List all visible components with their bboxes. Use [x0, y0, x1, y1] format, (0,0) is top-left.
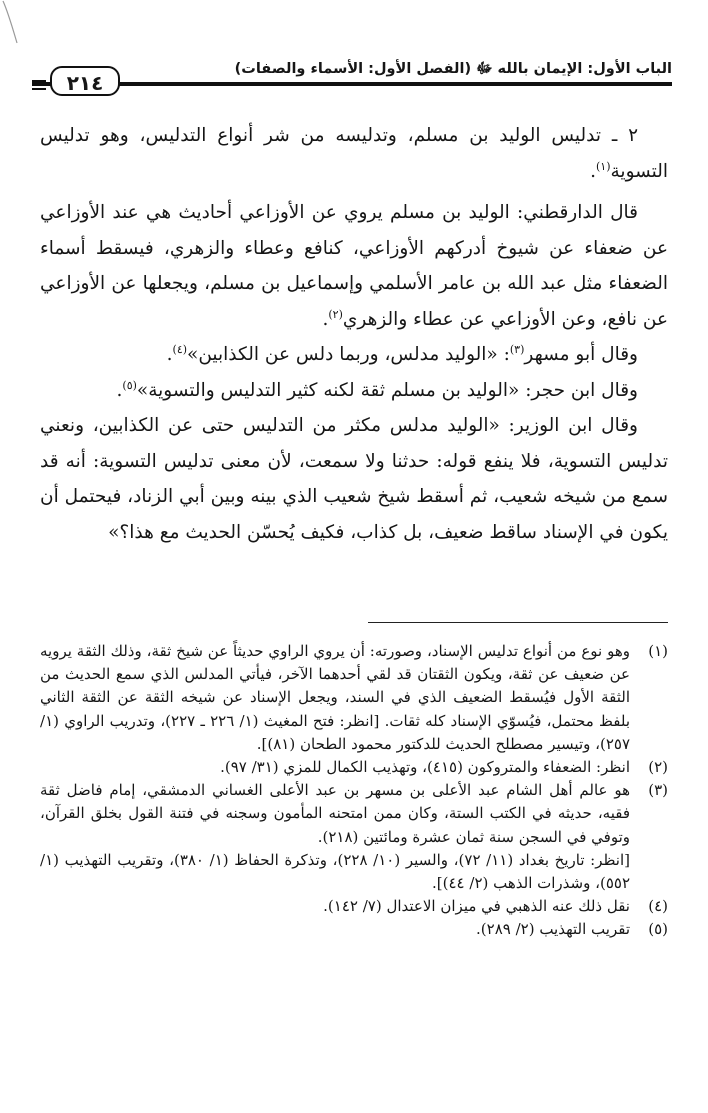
footnote-ref[interactable]: (٤) — [172, 342, 188, 356]
header-side-line — [32, 80, 46, 82]
footnote-ref[interactable]: (٥) — [122, 378, 137, 392]
footnote — [40, 640, 668, 756]
footnote-ref[interactable]: (٢) — [328, 307, 343, 321]
page-number: ٢١٤ — [50, 66, 120, 96]
header-rule — [32, 82, 672, 86]
footnote-number: (١) — [648, 642, 668, 660]
paragraph: وقال ابن الوزير: «الوليد مدلس مكثر من التدليس حتى عن الكذابين، ونعني تدليس التسوية، فلا ينفع قوله: حدثنا ولا سمعت، لأن معنى تدليس التسوية: أنه قد سمع من شيخه شعيب، ثم أسقط شيخ شعيب الذي بينه وبين أبي الزناد، فيحتمل أن يكون في الإسناد ساقط ضعيف، بل كذاب، فكيف يُحسّن الحديث مع هذا؟» — [40, 415, 668, 543]
footnote — [40, 779, 668, 895]
footnote-text: وهو نوع من أنواع تدليس الإسناد، وصورته: أن يروي الراوي حديثاً عن شيخ ثقة، وذلك الثقة يرويه عن ضعيف عن ثقة، ويكون الثقتان قد لقي أحدهما الآخر، فيأتي المدلس الذي سمع الحديث من الثقة الأول فيُسقط الضعيف الذي في السند، ويجعل الإسناد عن شيخه الثقة عن الثقة الثاني بلفظ محتمل، فيُسوّي الإسناد كله ثقات. [انظر: فتح المغيث (١/ ٢٢٦ ـ ٢٢٧)، وتدريب الراوي (١/ ٢٥٧)، وتيسير مصطلح الحديث للدكتور محمود الطحان (٨١)]. — [40, 642, 630, 753]
footnote-text: نقل ذلك عنه الذهبي في ميزان الاعتدال (٧/ ١٤٢). — [323, 897, 630, 916]
paragraph: وقال ابن حجر: «الوليد بن مسلم ثقة لكنه كثير التدليس والتسوية»$^{(٥)}$. — [116, 378, 638, 401]
footnote — [40, 895, 668, 918]
paragraph: قال الدارقطني: الوليد بن مسلم يروي عن الأوزاعي أحاديث هي عند الأوزاعي عن ضعفاء عن شيوخ أدركهم الأوزاعي، كنافع وعطاء والزهري، فيسقط أسماء الضعفاء مثل عبد الله بن عامر الأسلمي وإسماعيل بن مسلم، ويجعلها عن الأوزاعي عن نافع، وعن الأوزاعي عن عطاء والزهري$^{(٢)}$. — [40, 202, 668, 330]
footnote-number: (٥) — [648, 920, 668, 939]
footnote-text: تقريب التهذيب (٢/ ٢٨٩). — [476, 920, 630, 939]
footnote-number: (٣) — [648, 781, 668, 800]
footnote-ref[interactable]: (٣) — [509, 342, 525, 356]
footnote-text: [انظر: تاريخ بغداد (١١/ ٧٢)، والسير (١٠/ ٢٢٨)، وتذكرة الحفاظ (١/ ٣٨٠)، وتقريب التهذيب (١/ ٥٥٢)، وشذرات الذهب (٢/ ٤٤)]. — [40, 850, 631, 893]
footnote-number: (٢) — [648, 758, 668, 777]
footnote-separator — [368, 622, 668, 623]
page-header — [32, 58, 672, 100]
corner-scan-mark — [2, 0, 18, 44]
footnote-number: (٤) — [648, 897, 668, 916]
footnote — [40, 756, 668, 779]
paragraph: وقال أبو مسهر$^{(٣)}$: «الوليد مدلس، وربما دلس عن الكذابين»$^{(٤)}$. — [166, 342, 638, 365]
chapter-title: الباب الأول: الإيمان بالله ﷻ (الفصل الأول: الأسماء والصفات) — [234, 61, 672, 77]
footnote-text: هو عالم أهل الشام عبد الأعلى بن مسهر بن عبد الأعلى الغساني الدمشقي، إمام فاضل ثقة فقيه، حديثه في الكتب الستة، وكان ممن امتحنه المأمون وسجنه في فتنة القول بخلق القرآن، وتوفي في السجن سنة ثمان عشرة ومائتين (٢١٨). — [40, 781, 630, 846]
paragraph: ٢ ـ تدليس الوليد بن مسلم، وتدليسه من شر أنواع التدليس، وهو تدليس التسوية$^{(١)}$. — [40, 125, 668, 182]
footnote-ref[interactable]: (١) — [595, 159, 611, 173]
footnote-text: انظر: الضعفاء والمتروكون (٤١٥)، وتهذيب الكمال للمزي (٣١/ ٩٧). — [220, 758, 630, 777]
header-side-line — [32, 88, 46, 90]
main-text — [40, 118, 668, 550]
footnote — [40, 918, 668, 941]
footnotes — [40, 640, 668, 942]
